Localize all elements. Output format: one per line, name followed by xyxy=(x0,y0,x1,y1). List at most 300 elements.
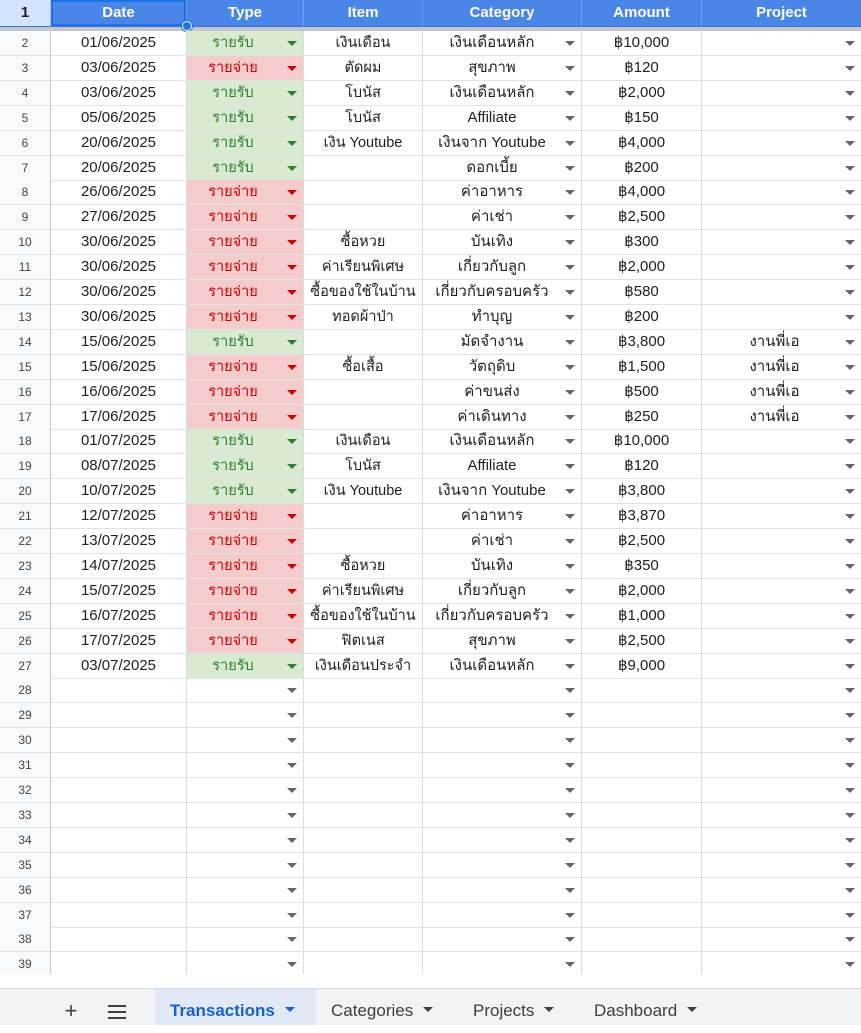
category-dropdown-cell[interactable] xyxy=(423,405,582,430)
dropdown-arrow-icon[interactable] xyxy=(845,738,855,743)
amount-cell[interactable]: ฿2,000 xyxy=(582,579,702,604)
date-cell[interactable]: 27/06/2025 xyxy=(51,205,187,230)
dropdown-arrow-icon[interactable] xyxy=(287,888,297,893)
dropdown-arrow-icon[interactable] xyxy=(565,589,575,594)
dropdown-arrow-icon[interactable] xyxy=(287,564,297,569)
category-dropdown-cell[interactable] xyxy=(423,454,582,479)
project-dropdown-cell[interactable] xyxy=(702,255,861,280)
type-dropdown-cell[interactable] xyxy=(187,903,304,928)
date-cell[interactable]: 03/07/2025 xyxy=(51,654,187,679)
dropdown-arrow-icon[interactable] xyxy=(845,564,855,569)
item-cell[interactable]: ฟิตเนส xyxy=(304,629,423,654)
dropdown-arrow-icon[interactable] xyxy=(845,813,855,818)
dropdown-arrow-icon[interactable] xyxy=(565,664,575,669)
dropdown-arrow-icon[interactable] xyxy=(287,763,297,768)
dropdown-arrow-icon[interactable] xyxy=(845,290,855,295)
project-dropdown-cell[interactable] xyxy=(702,678,861,703)
item-cell[interactable] xyxy=(304,878,423,903)
dropdown-arrow-icon[interactable] xyxy=(845,66,855,71)
dropdown-arrow-icon[interactable] xyxy=(287,390,297,395)
row-number[interactable]: 34 xyxy=(0,828,51,853)
item-cell[interactable] xyxy=(304,405,423,430)
dropdown-arrow-icon[interactable] xyxy=(565,738,575,743)
category-dropdown-cell[interactable] xyxy=(423,778,582,803)
row-number[interactable]: 9 xyxy=(0,205,51,230)
type-dropdown-cell[interactable] xyxy=(187,31,304,56)
amount-cell[interactable]: ฿10,000 xyxy=(582,429,702,454)
category-dropdown-cell[interactable] xyxy=(423,106,582,131)
type-dropdown-cell[interactable] xyxy=(187,280,304,305)
date-cell[interactable]: 16/06/2025 xyxy=(51,380,187,405)
dropdown-arrow-icon[interactable] xyxy=(565,913,575,918)
dropdown-arrow-icon[interactable] xyxy=(845,913,855,918)
amount-cell[interactable]: ฿9,000 xyxy=(582,654,702,679)
dropdown-arrow-icon[interactable] xyxy=(287,190,297,195)
project-dropdown-cell[interactable] xyxy=(702,429,861,454)
date-cell[interactable]: 26/06/2025 xyxy=(51,180,187,205)
row-number[interactable]: 31 xyxy=(0,753,51,778)
dropdown-arrow-icon[interactable] xyxy=(845,464,855,469)
category-dropdown-cell[interactable] xyxy=(423,479,582,504)
type-dropdown-cell[interactable] xyxy=(187,380,304,405)
category-dropdown-cell[interactable] xyxy=(423,156,582,181)
date-cell[interactable]: 17/06/2025 xyxy=(51,405,187,430)
date-cell[interactable]: 15/07/2025 xyxy=(51,579,187,604)
item-cell[interactable] xyxy=(304,853,423,878)
amount-cell[interactable] xyxy=(582,753,702,778)
type-dropdown-cell[interactable] xyxy=(187,529,304,554)
type-dropdown-cell[interactable] xyxy=(187,853,304,878)
dropdown-arrow-icon[interactable] xyxy=(287,664,297,669)
amount-cell[interactable]: ฿4,000 xyxy=(582,131,702,156)
dropdown-arrow-icon[interactable] xyxy=(287,66,297,71)
project-dropdown-cell[interactable] xyxy=(702,479,861,504)
amount-cell[interactable]: ฿2,500 xyxy=(582,205,702,230)
dropdown-arrow-icon[interactable] xyxy=(845,215,855,220)
type-dropdown-cell[interactable] xyxy=(187,454,304,479)
amount-cell[interactable]: ฿4,000 xyxy=(582,180,702,205)
dropdown-arrow-icon[interactable] xyxy=(565,639,575,644)
type-dropdown-cell[interactable] xyxy=(187,753,304,778)
project-dropdown-cell[interactable] xyxy=(702,31,861,56)
project-dropdown-cell[interactable] xyxy=(702,753,861,778)
dropdown-arrow-icon[interactable] xyxy=(287,788,297,793)
dropdown-arrow-icon[interactable] xyxy=(845,265,855,270)
date-cell[interactable] xyxy=(51,703,187,728)
date-cell[interactable]: 01/07/2025 xyxy=(51,429,187,454)
dropdown-arrow-icon[interactable] xyxy=(845,166,855,171)
dropdown-arrow-icon[interactable] xyxy=(565,66,575,71)
row-number[interactable]: 20 xyxy=(0,479,51,504)
dropdown-arrow-icon[interactable] xyxy=(565,41,575,46)
row-number[interactable]: 29 xyxy=(0,703,51,728)
item-cell[interactable] xyxy=(304,803,423,828)
amount-cell[interactable]: ฿580 xyxy=(582,280,702,305)
category-dropdown-cell[interactable] xyxy=(423,131,582,156)
item-cell[interactable]: ทอดผ้าป่า xyxy=(304,305,423,330)
row-number[interactable]: 4 xyxy=(0,81,51,106)
date-cell[interactable] xyxy=(51,803,187,828)
row-number[interactable]: 16 xyxy=(0,380,51,405)
type-dropdown-cell[interactable] xyxy=(187,429,304,454)
item-cell[interactable]: โบนัส xyxy=(304,106,423,131)
dropdown-arrow-icon[interactable] xyxy=(565,838,575,843)
dropdown-arrow-icon[interactable] xyxy=(565,788,575,793)
amount-cell[interactable]: ฿3,870 xyxy=(582,504,702,529)
dropdown-arrow-icon[interactable] xyxy=(565,116,575,121)
project-dropdown-cell[interactable] xyxy=(702,554,861,579)
type-dropdown-cell[interactable] xyxy=(187,629,304,654)
dropdown-arrow-icon[interactable] xyxy=(287,962,297,967)
date-cell[interactable] xyxy=(51,753,187,778)
project-dropdown-cell[interactable] xyxy=(702,180,861,205)
date-cell[interactable]: 14/07/2025 xyxy=(51,554,187,579)
amount-cell[interactable]: ฿3,800 xyxy=(582,330,702,355)
dropdown-arrow-icon[interactable] xyxy=(565,888,575,893)
type-dropdown-cell[interactable] xyxy=(187,156,304,181)
amount-cell[interactable] xyxy=(582,828,702,853)
category-dropdown-cell[interactable] xyxy=(423,280,582,305)
row-number[interactable]: 6 xyxy=(0,131,51,156)
row-number[interactable]: 32 xyxy=(0,778,51,803)
all-sheets-menu-icon[interactable] xyxy=(108,1005,126,1019)
date-cell[interactable] xyxy=(51,728,187,753)
item-cell[interactable] xyxy=(304,728,423,753)
item-cell[interactable]: ตัดผม xyxy=(304,56,423,81)
item-cell[interactable]: ซื้อเสื้อ xyxy=(304,355,423,380)
dropdown-arrow-icon[interactable] xyxy=(287,315,297,320)
dropdown-arrow-icon[interactable] xyxy=(565,290,575,295)
category-dropdown-cell[interactable] xyxy=(423,927,582,952)
dropdown-arrow-icon[interactable] xyxy=(845,240,855,245)
dropdown-arrow-icon[interactable] xyxy=(565,240,575,245)
header-date[interactable]: Date xyxy=(51,0,187,27)
project-dropdown-cell[interactable] xyxy=(702,305,861,330)
amount-cell[interactable]: ฿200 xyxy=(582,305,702,330)
row-number[interactable]: 27 xyxy=(0,654,51,679)
amount-cell[interactable] xyxy=(582,728,702,753)
amount-cell[interactable]: ฿1,000 xyxy=(582,604,702,629)
dropdown-arrow-icon[interactable] xyxy=(287,813,297,818)
amount-cell[interactable]: ฿2,500 xyxy=(582,529,702,554)
item-cell[interactable] xyxy=(304,205,423,230)
category-dropdown-cell[interactable] xyxy=(423,31,582,56)
dropdown-arrow-icon[interactable] xyxy=(287,464,297,469)
dropdown-arrow-icon[interactable] xyxy=(565,190,575,195)
dropdown-arrow-icon[interactable] xyxy=(565,962,575,967)
item-cell[interactable] xyxy=(304,529,423,554)
item-cell[interactable] xyxy=(304,952,423,974)
item-cell[interactable] xyxy=(304,180,423,205)
dropdown-arrow-icon[interactable] xyxy=(287,539,297,544)
dropdown-arrow-icon[interactable] xyxy=(845,514,855,519)
item-cell[interactable]: เงิน Youtube xyxy=(304,131,423,156)
amount-cell[interactable]: ฿200 xyxy=(582,156,702,181)
amount-cell[interactable]: ฿3,800 xyxy=(582,479,702,504)
dropdown-arrow-icon[interactable] xyxy=(565,763,575,768)
dropdown-arrow-icon[interactable] xyxy=(565,340,575,345)
dropdown-arrow-icon[interactable] xyxy=(845,41,855,46)
dropdown-arrow-icon[interactable] xyxy=(287,713,297,718)
dropdown-arrow-icon[interactable] xyxy=(845,763,855,768)
date-cell[interactable] xyxy=(51,778,187,803)
item-cell[interactable] xyxy=(304,828,423,853)
row-number[interactable]: 2 xyxy=(0,31,51,56)
row-number[interactable]: 19 xyxy=(0,454,51,479)
dropdown-arrow-icon[interactable] xyxy=(565,464,575,469)
dropdown-arrow-icon[interactable] xyxy=(565,937,575,942)
dropdown-arrow-icon[interactable] xyxy=(565,315,575,320)
category-dropdown-cell[interactable] xyxy=(423,230,582,255)
row-number[interactable]: 22 xyxy=(0,529,51,554)
dropdown-arrow-icon[interactable] xyxy=(565,415,575,420)
date-cell[interactable] xyxy=(51,903,187,928)
project-dropdown-cell[interactable] xyxy=(702,380,861,405)
row-number[interactable]: 11 xyxy=(0,255,51,280)
dropdown-arrow-icon[interactable] xyxy=(845,962,855,967)
dropdown-arrow-icon[interactable] xyxy=(287,589,297,594)
project-dropdown-cell[interactable] xyxy=(702,56,861,81)
dropdown-arrow-icon[interactable] xyxy=(845,315,855,320)
category-dropdown-cell[interactable] xyxy=(423,604,582,629)
dropdown-arrow-icon[interactable] xyxy=(287,290,297,295)
project-dropdown-cell[interactable] xyxy=(702,156,861,181)
dropdown-arrow-icon[interactable] xyxy=(287,240,297,245)
category-dropdown-cell[interactable] xyxy=(423,579,582,604)
dropdown-arrow-icon[interactable] xyxy=(845,489,855,494)
category-dropdown-cell[interactable] xyxy=(423,728,582,753)
row-number[interactable]: 38 xyxy=(0,927,51,952)
category-dropdown-cell[interactable] xyxy=(423,629,582,654)
dropdown-arrow-icon[interactable] xyxy=(845,688,855,693)
item-cell[interactable] xyxy=(304,903,423,928)
type-dropdown-cell[interactable] xyxy=(187,106,304,131)
row-number[interactable]: 24 xyxy=(0,579,51,604)
category-dropdown-cell[interactable] xyxy=(423,703,582,728)
item-cell[interactable]: ซื้อหวย xyxy=(304,230,423,255)
category-dropdown-cell[interactable] xyxy=(423,380,582,405)
category-dropdown-cell[interactable] xyxy=(423,753,582,778)
project-dropdown-cell[interactable] xyxy=(702,778,861,803)
dropdown-arrow-icon[interactable] xyxy=(287,863,297,868)
row-number[interactable]: 35 xyxy=(0,853,51,878)
type-dropdown-cell[interactable] xyxy=(187,355,304,380)
dropdown-arrow-icon[interactable] xyxy=(845,664,855,669)
item-cell[interactable] xyxy=(304,504,423,529)
project-dropdown-cell[interactable] xyxy=(702,828,861,853)
amount-cell[interactable]: ฿350 xyxy=(582,554,702,579)
amount-cell[interactable]: ฿120 xyxy=(582,56,702,81)
row-number[interactable]: 13 xyxy=(0,305,51,330)
project-dropdown-cell[interactable] xyxy=(702,504,861,529)
row-number[interactable]: 28 xyxy=(0,678,51,703)
item-cell[interactable] xyxy=(304,703,423,728)
dropdown-arrow-icon[interactable] xyxy=(565,813,575,818)
tab-categories[interactable] xyxy=(331,989,433,1025)
dropdown-arrow-icon[interactable] xyxy=(287,141,297,146)
row-number[interactable]: 12 xyxy=(0,280,51,305)
date-cell[interactable]: 30/06/2025 xyxy=(51,305,187,330)
project-dropdown-cell[interactable] xyxy=(702,703,861,728)
amount-cell[interactable]: ฿120 xyxy=(582,454,702,479)
dropdown-arrow-icon[interactable] xyxy=(845,589,855,594)
dropdown-arrow-icon[interactable] xyxy=(565,539,575,544)
type-dropdown-cell[interactable] xyxy=(187,579,304,604)
dropdown-arrow-icon[interactable] xyxy=(287,439,297,444)
amount-cell[interactable] xyxy=(582,853,702,878)
project-dropdown-cell[interactable] xyxy=(702,405,861,430)
project-dropdown-cell[interactable] xyxy=(702,529,861,554)
dropdown-arrow-icon[interactable] xyxy=(287,514,297,519)
amount-cell[interactable]: ฿2,000 xyxy=(582,255,702,280)
project-dropdown-cell[interactable] xyxy=(702,205,861,230)
dropdown-arrow-icon[interactable] xyxy=(845,639,855,644)
project-dropdown-cell[interactable] xyxy=(702,579,861,604)
dropdown-arrow-icon[interactable] xyxy=(287,738,297,743)
type-dropdown-cell[interactable] xyxy=(187,778,304,803)
dropdown-arrow-icon[interactable] xyxy=(845,190,855,195)
project-dropdown-cell[interactable] xyxy=(702,355,861,380)
category-dropdown-cell[interactable] xyxy=(423,903,582,928)
amount-cell[interactable]: ฿300 xyxy=(582,230,702,255)
category-dropdown-cell[interactable] xyxy=(423,853,582,878)
dropdown-arrow-icon[interactable] xyxy=(845,713,855,718)
category-dropdown-cell[interactable] xyxy=(423,828,582,853)
dropdown-arrow-icon[interactable] xyxy=(845,390,855,395)
date-cell[interactable]: 12/07/2025 xyxy=(51,504,187,529)
dropdown-arrow-icon[interactable] xyxy=(287,41,297,46)
date-cell[interactable]: 01/06/2025 xyxy=(51,31,187,56)
date-cell[interactable]: 17/07/2025 xyxy=(51,629,187,654)
project-dropdown-cell[interactable] xyxy=(702,728,861,753)
date-cell[interactable]: 15/06/2025 xyxy=(51,355,187,380)
add-sheet-button[interactable]: + xyxy=(64,998,78,1023)
type-dropdown-cell[interactable] xyxy=(187,305,304,330)
dropdown-arrow-icon[interactable] xyxy=(565,688,575,693)
dropdown-arrow-icon[interactable] xyxy=(845,863,855,868)
dropdown-arrow-icon[interactable] xyxy=(287,913,297,918)
item-cell[interactable]: ค่าเรียนพิเศษ xyxy=(304,579,423,604)
category-dropdown-cell[interactable] xyxy=(423,678,582,703)
amount-cell[interactable] xyxy=(582,903,702,928)
dropdown-arrow-icon[interactable] xyxy=(565,713,575,718)
date-cell[interactable] xyxy=(51,927,187,952)
dropdown-arrow-icon[interactable] xyxy=(287,166,297,171)
project-dropdown-cell[interactable] xyxy=(702,131,861,156)
date-cell[interactable]: 10/07/2025 xyxy=(51,479,187,504)
date-cell[interactable] xyxy=(51,952,187,974)
type-dropdown-cell[interactable] xyxy=(187,803,304,828)
project-dropdown-cell[interactable] xyxy=(702,853,861,878)
item-cell[interactable] xyxy=(304,330,423,355)
row-number[interactable]: 25 xyxy=(0,604,51,629)
category-dropdown-cell[interactable] xyxy=(423,305,582,330)
row-number[interactable]: 39 xyxy=(0,952,51,974)
dropdown-arrow-icon[interactable] xyxy=(287,265,297,270)
type-dropdown-cell[interactable] xyxy=(187,554,304,579)
dropdown-arrow-icon[interactable] xyxy=(565,489,575,494)
dropdown-arrow-icon[interactable] xyxy=(565,614,575,619)
dropdown-arrow-icon[interactable] xyxy=(565,439,575,444)
item-cell[interactable] xyxy=(304,678,423,703)
date-cell[interactable]: 05/06/2025 xyxy=(51,106,187,131)
item-cell[interactable]: โบนัส xyxy=(304,454,423,479)
category-dropdown-cell[interactable] xyxy=(423,952,582,974)
dropdown-arrow-icon[interactable] xyxy=(287,937,297,942)
date-cell[interactable]: 20/06/2025 xyxy=(51,131,187,156)
header-project[interactable]: Project xyxy=(702,0,861,27)
type-dropdown-cell[interactable] xyxy=(187,180,304,205)
dropdown-arrow-icon[interactable] xyxy=(845,141,855,146)
type-dropdown-cell[interactable] xyxy=(187,330,304,355)
item-cell[interactable]: เงินเดือน xyxy=(304,429,423,454)
amount-cell[interactable]: ฿2,000 xyxy=(582,81,702,106)
dropdown-arrow-icon[interactable] xyxy=(287,365,297,370)
amount-cell[interactable]: ฿10,000 xyxy=(582,31,702,56)
item-cell[interactable]: เงินเดือน xyxy=(304,31,423,56)
row-number[interactable]: 3 xyxy=(0,56,51,81)
type-dropdown-cell[interactable] xyxy=(187,678,304,703)
item-cell[interactable]: ซื้อของใช้ในบ้าน xyxy=(304,280,423,305)
project-dropdown-cell[interactable] xyxy=(702,903,861,928)
dropdown-arrow-icon[interactable] xyxy=(845,365,855,370)
dropdown-arrow-icon[interactable] xyxy=(565,141,575,146)
type-dropdown-cell[interactable] xyxy=(187,504,304,529)
row-number[interactable]: 21 xyxy=(0,504,51,529)
dropdown-arrow-icon[interactable] xyxy=(845,116,855,121)
selection-handle[interactable] xyxy=(182,21,192,31)
category-dropdown-cell[interactable] xyxy=(423,529,582,554)
date-cell[interactable] xyxy=(51,878,187,903)
amount-cell[interactable]: ฿150 xyxy=(582,106,702,131)
dropdown-arrow-icon[interactable] xyxy=(845,614,855,619)
project-dropdown-cell[interactable] xyxy=(702,803,861,828)
item-cell[interactable] xyxy=(304,778,423,803)
project-dropdown-cell[interactable] xyxy=(702,629,861,654)
category-dropdown-cell[interactable] xyxy=(423,330,582,355)
dropdown-arrow-icon[interactable] xyxy=(845,937,855,942)
tab-dashboard[interactable] xyxy=(594,989,697,1025)
category-dropdown-cell[interactable] xyxy=(423,554,582,579)
amount-cell[interactable]: ฿250 xyxy=(582,405,702,430)
dropdown-arrow-icon[interactable] xyxy=(845,888,855,893)
date-cell[interactable] xyxy=(51,853,187,878)
header-category[interactable]: Category xyxy=(423,0,582,27)
type-dropdown-cell[interactable] xyxy=(187,828,304,853)
dropdown-arrow-icon[interactable] xyxy=(845,539,855,544)
project-dropdown-cell[interactable] xyxy=(702,81,861,106)
type-dropdown-cell[interactable] xyxy=(187,230,304,255)
project-dropdown-cell[interactable] xyxy=(702,878,861,903)
dropdown-arrow-icon[interactable] xyxy=(845,788,855,793)
project-dropdown-cell[interactable] xyxy=(702,604,861,629)
type-dropdown-cell[interactable] xyxy=(187,728,304,753)
item-cell[interactable]: เงิน Youtube xyxy=(304,479,423,504)
amount-cell[interactable] xyxy=(582,803,702,828)
type-dropdown-cell[interactable] xyxy=(187,654,304,679)
category-dropdown-cell[interactable] xyxy=(423,803,582,828)
category-dropdown-cell[interactable] xyxy=(423,180,582,205)
type-dropdown-cell[interactable] xyxy=(187,205,304,230)
date-cell[interactable]: 16/07/2025 xyxy=(51,604,187,629)
amount-cell[interactable] xyxy=(582,678,702,703)
project-dropdown-cell[interactable] xyxy=(702,927,861,952)
dropdown-arrow-icon[interactable] xyxy=(287,415,297,420)
date-cell[interactable]: 03/06/2025 xyxy=(51,81,187,106)
project-dropdown-cell[interactable] xyxy=(702,330,861,355)
type-dropdown-cell[interactable] xyxy=(187,878,304,903)
dropdown-arrow-icon[interactable] xyxy=(287,489,297,494)
